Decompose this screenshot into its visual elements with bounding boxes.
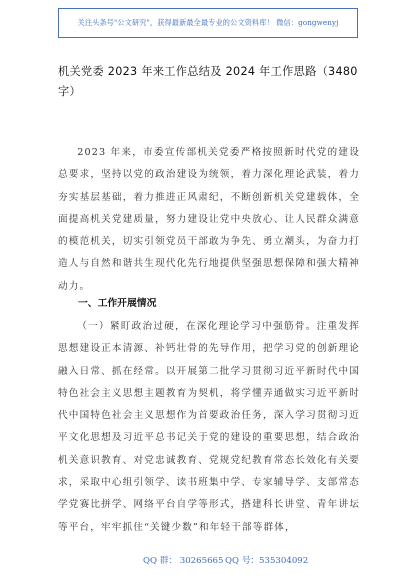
qq-group-number: QQ 群： 30265665 bbox=[143, 556, 224, 566]
qq-account-number: QQ 号：535304092 bbox=[225, 556, 309, 566]
promo-banner bbox=[58, 8, 358, 38]
promo-banner-text: 关注头条号"公文研究"，获得最新最全最专业的公文资料库！ 微信：gongwenyj bbox=[77, 18, 339, 27]
body-paragraph: （一）紧盯政治过硬，在深化理论学习中强筋骨。注重发挥思想建设正本清源、补钙壮骨的先导作用，把学习党的创新理论融入日常、抓在经常。以开展第二批学习贯彻习近平新时代中国特色社会主义思想主题教育为契机，将学懂弄通做实习近平新时代中国特色社会主义思想作为首要政治任务，深入学习贯彻习近平文化思想及习近平总书记关于党的建设的重要思想，结合政治机关意识教育、对党忠诚教育、党规党纪教育常态长效化有关要求，采取中心组引领学、读书班集中学、专家辅导学、支部常态学党赛比拼学、网络平台自学等形式，搭建科长讲堂、青年讲坛等平台，牢牢抓住“关键少数”和年轻干部等群体， bbox=[58, 321, 360, 533]
document-title: 机关党委 2023 年来工作总结及 2024 年工作思路（3480 字） bbox=[58, 65, 358, 98]
section-heading: 一、工作开展情况 bbox=[78, 298, 157, 309]
intro-paragraph: 2023 年来，市委宣传部机关党委严格按照新时代党的建设总要求，坚持以党的政治建设为统领，着力深化理论武装，着力夯实基层基础，着力推进正风肃纪，不断创新机关党建载体，全面提高机关党建质量，努力建设让党中央放心、让人民群众满意的模范机关，切实引领党员干部敢为争先、勇立潮头，为奋力打造人与自然和谐共生现代化先行地提供坚强思想保障和强大精神动力。 bbox=[58, 147, 360, 292]
